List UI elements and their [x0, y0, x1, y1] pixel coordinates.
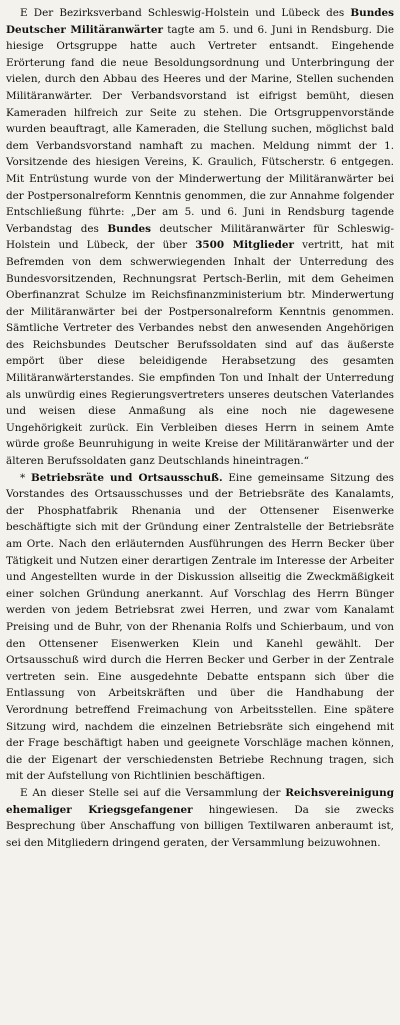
article-text: An dieser Stelle sei auf die Versammlung der — [27, 786, 286, 799]
article-bold-text: Bundes — [107, 222, 151, 235]
article-text: Der Bezirksverband Schleswig-Holstein und Lübeck des — [27, 7, 351, 19]
article-betriebsraete — [6, 470, 394, 785]
article-kriegsgefangene — [6, 785, 394, 851]
article-text: deutscher Militäranwärter für Schleswig-Holstein und Lübeck, der über — [6, 222, 394, 252]
article-lead-marker: E — [20, 786, 28, 799]
article-lead-marker: E — [20, 7, 28, 19]
article-bold-text: Reichsvereinigung ehemaliger Kriegsgefangener — [6, 786, 394, 816]
article-text: hingewiesen. Da sie zwecks Besprechung über Anschaffung von billigen Textilwaren anberaumt ist, sei den Mitgliedern dringend geraten, der Versammlung beizuwohnen. — [6, 803, 395, 849]
article-heading: Betriebsräte und Ortsausschuß. — [30, 471, 223, 484]
article-text: vertritt, hat mit Befremden von dem schwerwiegenden Inhalt der Unterredung des Bundesvorsitzenden, Rechnungsrat Pertsch-Berlin, mit dem Geheimen Oberfinanzrat Schulze im Reichsfinanzministerium btr. Minderwertung der Militäranwärter bei der Postpersonalreform Kenntnis genommen. Sämtliche Vertreter des Verbandes nebst den anwesenden Angehörigen des Reichsbundes Deutscher Berufssoldaten sind auf das äußerste empört über diese beleidigende Herabsetzung des gesamten Militäranwärterstandes. Sie empfinden Ton und Inhalt der Unterredung als unwürdig eines Regierungsvertreters unseres deutschen Vaterlandes und weisen diese Anmaßung als eine noch nie dagewesene Ungehörigkeit zurück. Ein Verbleiben dieses Herrn in seinem Amte würde große Beunruhigung in weite Kreise der Militäranwärter und der älteren Berufssoldaten ganz Deutschlands hineintragen.“ — [6, 239, 394, 468]
article-text: tagte am 5. und 6. Juni in Rendsburg. Die hiesige Ortsgruppe hatte auch Vertreter entsandt. Eingehende Erörterung fand die neue Besoldungsordnung und Unterbringung der vielen, durch den Abbau des Heeres und der Marine, Stellen suchenden Militäranwärter. Der Verbandsvorstand ist eifrigst bemüht, diesen Kameraden hilfreich zur Seite zu stehen. Die Ortsgruppenvorstände wurden beauftragt, alle Kameraden, die Stellung suchen, möglichst bald dem Verbandsvorstand namhaft zu machen. Meldung nimmt der 1. Vorsitzende des hiesigen Vereins, K. Graulich, Fütscherstr. 6 entgegen. Mit Entrüstung wurde von der Minderwertung der Militäranwärter bei der Postpersonalreform Kenntnis genommen, die zur Annahme folgender Entschließung führte: „Der am 5. und 6. Juni in Rendsburg tagende Verbandstag des — [6, 23, 394, 235]
article-lead-marker: * — [20, 471, 31, 484]
article-militaeranwaerter — [6, 5, 394, 470]
article-bold-text: Bundes Deutscher Militäranwärter — [6, 7, 394, 36]
article-text: Eine gemeinsame Sitzung des Vorstandes des Ortsausschusses und der Betriebsräte des Kanalamts, der Phosphatfabrik Rhenania und der Ottensener Eisenwerke beschäftigte sich mit der Gründung einer Zentralstelle der Betriebsräte am Orte. Nach den erläuternden Ausführungen des Herrn Becker über Tätigkeit und Nutzen einer derartigen Zentrale im Interesse der Arbeiter und Angestellten wurde in der Diskussion allseitig die Zweckmäßigkeit einer solchen Gründung anerkannt. Auf Vorschlag des Herrn Bünger werden von jedem Betriebsrat zwei Herren, und zwar vom Kanalamt Preising und de Buhr, von der Rhenania Rolfs und Schierbaum, und von den Ottensener Eisenwerken Klein und Kanehl gewählt. Der Ortsausschuß wird durch die Herren Becker und Gerber in der Zentrale vertreten sein. Eine ausgedehnte Debatte entspann sich über die Entlassung von Arbeitskräften und über die Handhabung der Verordnung betreffend Freimachung von Arbeitsstellen. Eine spätere Sitzung wird, nachdem die einzelnen Betriebsräte sich eingehend mit der Frage beschäftigt haben und geeignete Vorschläge machen können, die der Eigenart der verschiedensten Betriebe Rechnung tragen, sich mit der Aufstellung von Richtlinien beschäftigen. — [6, 471, 394, 783]
article-bold-text: 3500 Mitglieder — [195, 239, 294, 252]
